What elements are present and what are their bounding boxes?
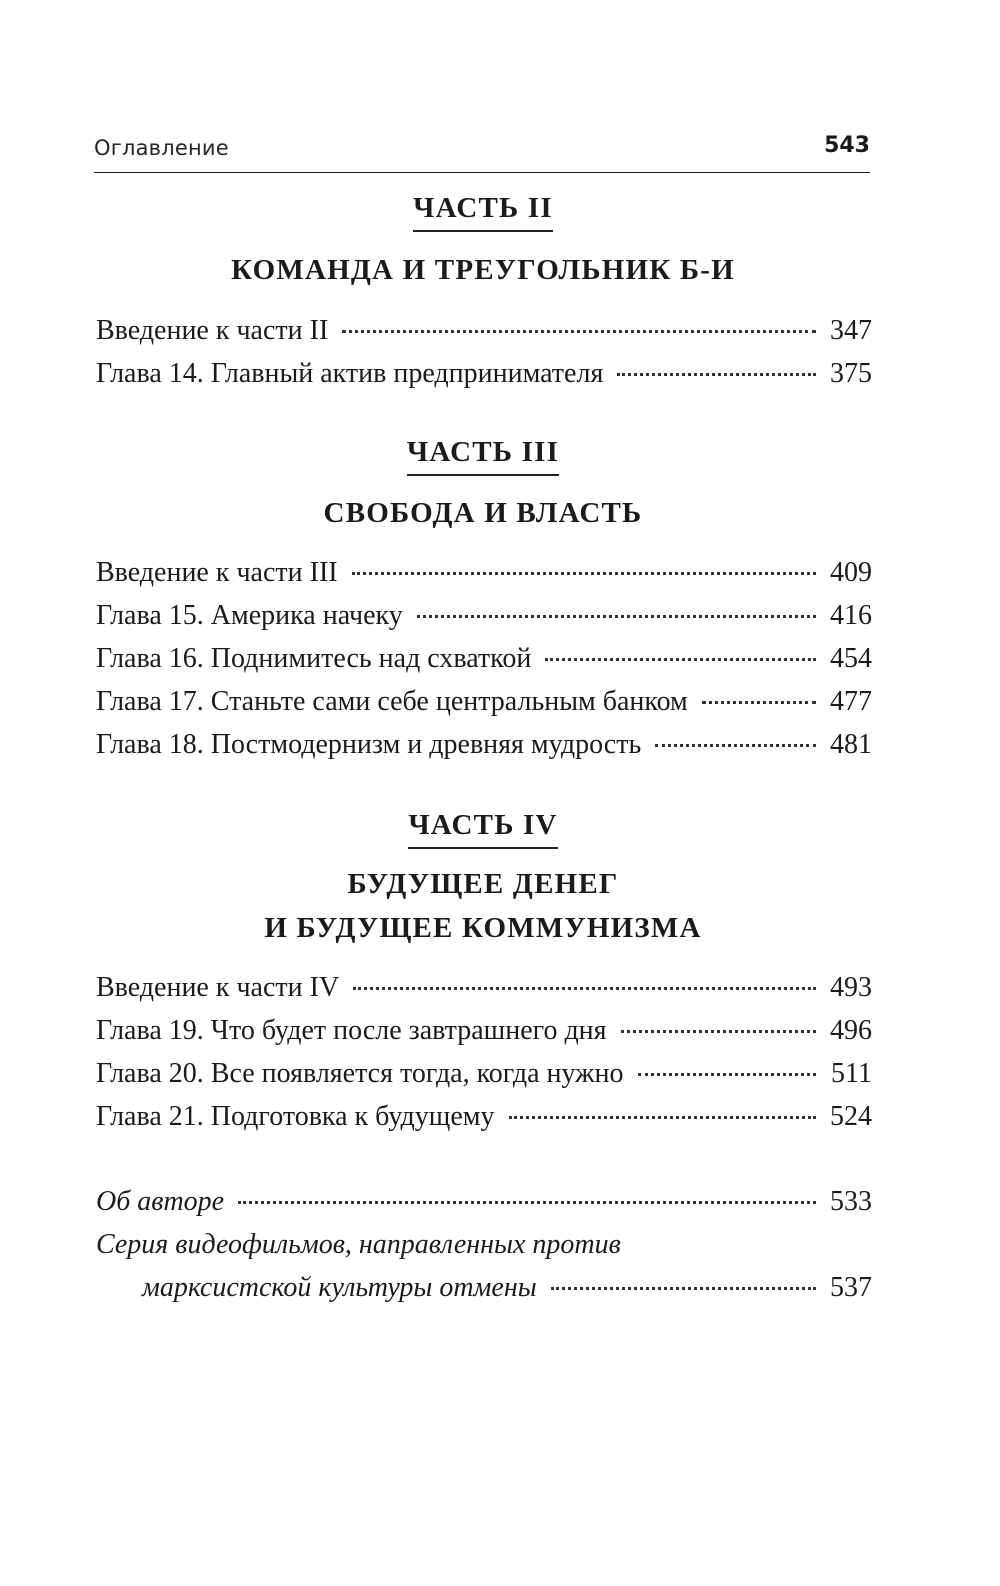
toc-entry-page: 477 [830, 686, 872, 717]
toc-entry-page: 416 [830, 600, 872, 631]
toc-entry[interactable] [96, 551, 872, 594]
toc-entry-label: Глава 21. Подготовка к будущему [96, 1101, 495, 1132]
toc-entry-video-series-line1[interactable]: Серия видеофильмов, направленных против [96, 1229, 621, 1260]
toc-entry-label: марксистской культуры отмены [142, 1272, 537, 1303]
dot-leader [655, 744, 816, 747]
toc-entry-label: Введение к части IV [96, 972, 340, 1003]
toc-entry-page: 481 [830, 729, 872, 760]
toc-entry-page: 524 [830, 1101, 872, 1132]
toc-entry[interactable] [96, 680, 872, 723]
running-header-title: Оглавление [94, 136, 229, 160]
toc-entry[interactable] [96, 309, 872, 352]
dot-leader [638, 1073, 816, 1076]
toc-entry[interactable] [96, 723, 872, 766]
part-3-title-line: СВОБОДА И ВЛАСТЬ [323, 497, 643, 529]
toc-entry-label: Глава 18. Постмодернизм и древняя мудрость [96, 729, 642, 760]
toc-entry-page: 493 [830, 972, 872, 1003]
dot-leader [621, 1030, 816, 1033]
back-matter-toc [96, 1180, 872, 1309]
dot-leader [342, 330, 816, 333]
dot-leader [545, 658, 816, 661]
toc-entry-label: Глава 15. Америка начеку [96, 600, 403, 631]
toc-entry-page: 511 [831, 1058, 872, 1089]
part-3-title [0, 491, 966, 535]
toc-entry-page: 533 [830, 1186, 872, 1217]
toc-entry-label: Глава 16. Поднимитесь над схваткой [96, 643, 532, 674]
dot-leader [353, 987, 816, 990]
dot-leader [509, 1116, 816, 1119]
toc-entry-label: Глава 20. Все появляется тогда, когда нужно [96, 1058, 624, 1089]
toc-entry-page: 496 [830, 1015, 872, 1046]
toc-entry-video-series[interactable] [96, 1266, 872, 1309]
toc-entry-label: Об авторе [96, 1186, 225, 1217]
part-2-toc [96, 309, 872, 395]
running-header [94, 130, 870, 173]
toc-entry-page: 454 [830, 643, 872, 674]
dot-leader [617, 373, 816, 376]
dot-leader [702, 701, 816, 704]
dot-leader [238, 1201, 816, 1204]
toc-entry-page: 347 [830, 315, 872, 346]
toc-entry-page: 409 [830, 557, 872, 588]
toc-entry-label: Введение к части III [96, 557, 338, 588]
running-header-page-number: 543 [824, 133, 870, 158]
part-4-title [0, 862, 966, 950]
toc-entry-label: Глава 14. Главный актив предпринимателя [96, 358, 604, 389]
toc-entry[interactable] [96, 594, 872, 637]
toc-entry-page: 375 [830, 358, 872, 389]
toc-entry[interactable] [96, 637, 872, 680]
toc-entry-label: Глава 17. Станьте сами себе центральным банком [96, 686, 688, 717]
part-2-title [0, 248, 966, 292]
part-3-label: ЧАСТЬ III [0, 436, 966, 476]
dot-leader [352, 572, 816, 575]
toc-entry[interactable] [96, 966, 872, 1009]
part-3-toc [96, 551, 872, 766]
toc-entry-page: 537 [830, 1272, 872, 1303]
dot-leader [417, 615, 816, 618]
toc-entry-label: Глава 19. Что будет после завтрашнего дня [96, 1015, 607, 1046]
dot-leader [551, 1287, 816, 1290]
part-4-title-line: И БУДУЩЕЕ КОММУНИЗМА [264, 912, 702, 944]
toc-entry-about-author[interactable] [96, 1180, 872, 1223]
toc-entry[interactable] [96, 352, 872, 395]
part-4-label: ЧАСТЬ IV [0, 809, 966, 849]
toc-entry[interactable] [96, 1052, 872, 1095]
toc-entry[interactable] [96, 1009, 872, 1052]
part-4-toc [96, 966, 872, 1138]
part-2-label: ЧАСТЬ II [0, 192, 966, 232]
part-4-title-line: БУДУЩЕЕ ДЕНЕГ [347, 868, 619, 900]
toc-entry-label: Введение к части II [96, 315, 329, 346]
toc-entry[interactable] [96, 1095, 872, 1138]
part-2-title-line: КОМАНДА И ТРЕУГОЛЬНИК Б-И [231, 254, 735, 286]
